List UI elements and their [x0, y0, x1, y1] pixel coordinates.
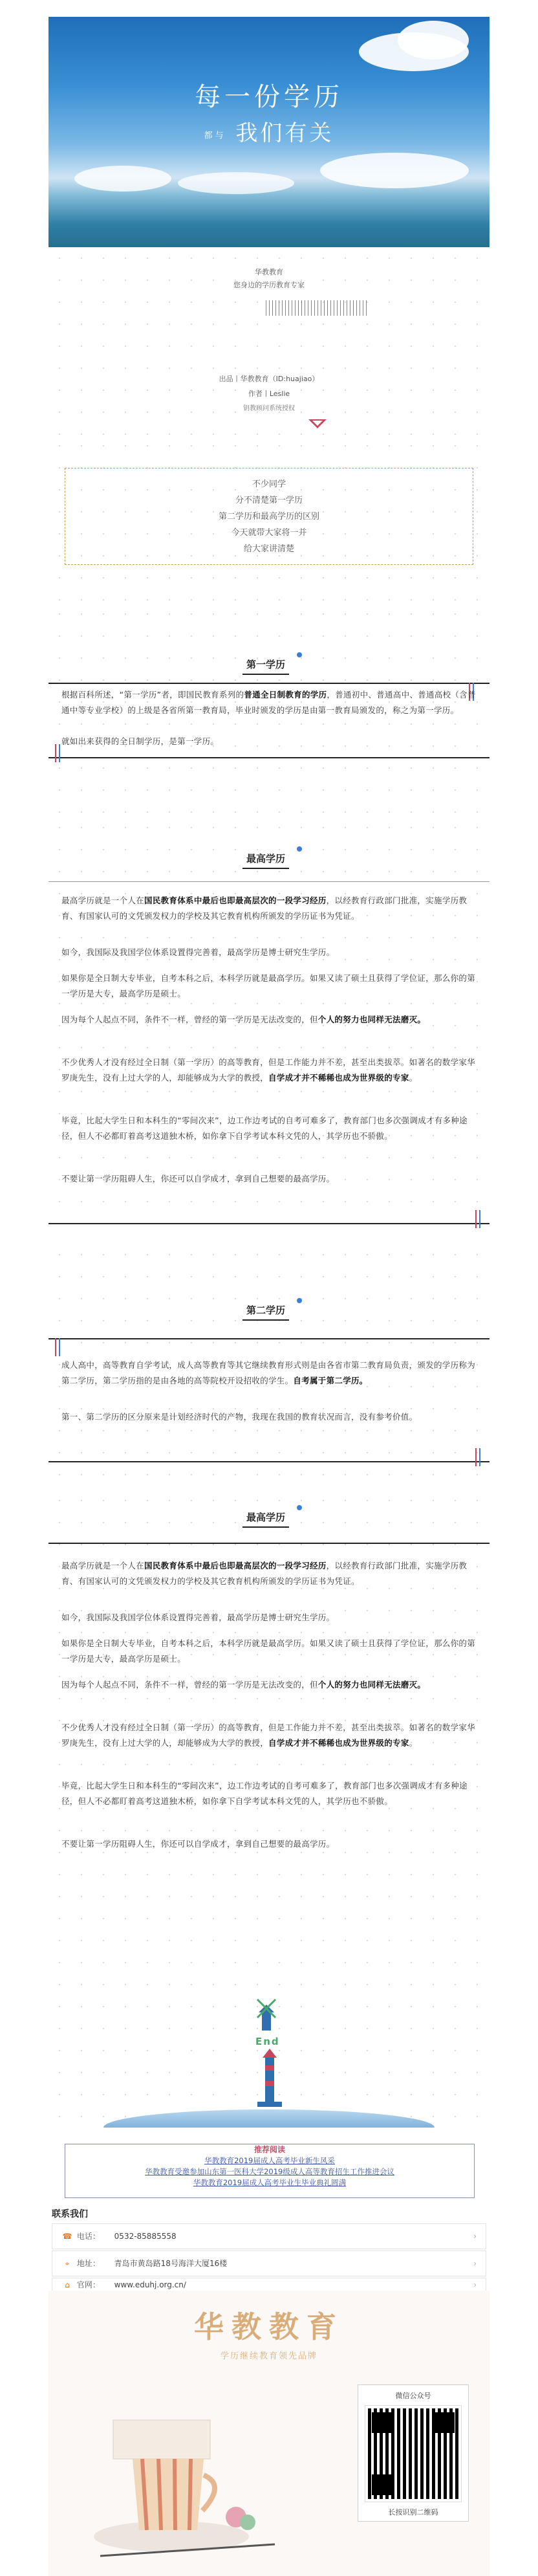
section-highest-repeat-header — [48, 1500, 490, 1532]
chevron-right-icon: › — [473, 2280, 477, 2289]
chevron-right-icon: › — [473, 2232, 477, 2241]
end-graphic — [103, 1993, 435, 2129]
paragraph: 毕竟，比起大学生日和本科生的“零间次来”，边工作边考试的自考可难多了，教育部门也多次强调成才有多种途径，但人不必都盯着高考这道独木桥，如你拿下自学考试本科文凭的人，其学历也不骄傲。 — [61, 1781, 468, 1806]
paragraph: 毕竟，比起大学生日和本科生的“零间次来”，边工作边考试的自考可难多了，教育部门也多次强调成才有多种途径，但人不必都盯着高考这道独木桥，如你拿下自学考试本科文凭的人，其学历也不骄傲。 — [61, 1116, 468, 1141]
poem-box — [65, 468, 473, 565]
paragraph: 成人高中，高等教育自学考试，成人高等教育等其它继续教育形式则是由各省市第二教育局负责，颁发的学历称为第二学历，第二学历指的是由各地的高等院校开设招收的学生。自考属于第二学历。 — [61, 1360, 476, 1385]
qr-code-card — [358, 2384, 469, 2522]
paragraph: 根据百科所述，“第一学历”者，即国民教育系列的普通全日制教育的学历，普通初中、普通高中、普通高校（含普通中等专业学校）的上级是各省所第一教育局，毕业时颁发的学历是由第一教育局颁发的，称之为第一学历。 — [61, 690, 476, 715]
poem-line: 给大家讲清楚 — [243, 544, 294, 554]
section-highest-title: 最高学历 — [242, 849, 289, 869]
poem-line: 今天就带大家将一并 — [231, 528, 307, 538]
paragraph: 就如出来获得的全日制学历，是第一学历。 — [61, 736, 219, 746]
corner-mark — [55, 744, 56, 762]
contact-label: 电话： — [76, 2232, 100, 2241]
paragraph: 最高学历就是一个人在国民教育体系中最后也即最高层次的一段学习经历，以经教育行政部门批准，实施学历教育、有国家认可的文凭颁发权力的学校及其它教育机构所颁发的学历证书为凭证。 — [61, 896, 468, 921]
cup-illustration — [87, 2394, 281, 2562]
section-first — [48, 647, 490, 802]
section-highest — [48, 841, 490, 1229]
qr-caption: 长按识别二维码 — [388, 2508, 438, 2516]
brand-footer — [48, 2291, 490, 2576]
corner-mark — [475, 1210, 477, 1228]
phone-icon: ☎ — [62, 2232, 72, 2241]
section-highest-header — [48, 841, 490, 874]
paragraph: 如今，我国际及我国学位体系设置得完善着，最高学历是博士研究生学历。 — [61, 1613, 335, 1622]
corner-mark — [479, 1210, 480, 1228]
recommended-title: 推荐阅读 — [249, 2144, 290, 2155]
poem-line: 分不清楚第一学历 — [235, 496, 303, 505]
hero-subtitle-small: 都与 — [204, 131, 226, 141]
section-highest-repeat-title: 最高学历 — [242, 1508, 289, 1528]
credit-line: 出品丨华教教育（ID:huajiao） — [219, 375, 319, 383]
hero-subtitle — [48, 115, 490, 147]
contact-phone[interactable] — [52, 2223, 486, 2249]
paragraph: 因为每个人起点不同，条件不一样，曾经的第一学历是无法改变的，但个人的努力也同样无法磨灭。 — [61, 1680, 426, 1690]
author-line: 作者丨Leslie — [248, 390, 290, 398]
paragraph: 如果你是全日制大专毕业，自考本科之后，本科学历就是最高学历。如果又读了硕士且获得了学位证，那么你的第一学历是大专，最高学历是硕士。 — [61, 973, 476, 998]
paragraph: 如今，我国际及我国学位体系设置得完善着，最高学历是博士研究生学历。 — [61, 947, 335, 957]
paragraph: 不少优秀人才没有经过全日制（第一学历）的高等教育，但是工作能力并不差，甚至出类拔萃。如著名的数学家华罗庚先生，没有上过大学的人，却能够成为大学的教授，自学成才并不稀稀也成为世界级的专家。 — [61, 1723, 476, 1748]
chevron-right-icon: › — [473, 2259, 477, 2268]
section-first-header — [48, 647, 490, 679]
recommended-link[interactable]: 华教教育2019届成人高考毕业新生风采 — [204, 2156, 335, 2165]
section-highest-repeat — [48, 1500, 490, 1914]
end-illustration — [103, 1993, 435, 2129]
paragraph: 最高学历就是一个人在国民教育体系中最后也即最高层次的一段学习经历，以经教育行政部门批准，实施学历教育、有国家认可的文凭颁发权力的学校及其它教育机构所颁发的学历证书为凭证。 — [61, 1561, 468, 1586]
divider — [48, 683, 490, 684]
editor-line: 钥教顾问系统授权 — [243, 405, 295, 412]
corner-mark — [55, 1338, 56, 1356]
divider — [48, 1543, 490, 1544]
hero-banner — [48, 17, 490, 247]
contact-website[interactable] — [52, 2278, 486, 2292]
divider — [48, 1338, 490, 1339]
poem-line: 不少同学 — [252, 479, 286, 489]
section-second-title: 第二学历 — [242, 1301, 289, 1321]
contact-value: www.eduhj.org.cn/ — [114, 2280, 186, 2289]
end-label: End — [255, 2036, 280, 2047]
accent-dot — [297, 1298, 302, 1303]
paragraph: 第一、第二学历的区分原来是计划经济时代的产物，我现在我国的教育状况而言，没有参考价值。 — [61, 1412, 418, 1422]
accent-dot — [297, 652, 302, 657]
corner-mark — [479, 1448, 480, 1466]
recommended-reading — [65, 2144, 475, 2198]
hero-subtitle-main: 我们有关 — [235, 120, 334, 146]
contact-label: 地址： — [76, 2259, 100, 2268]
corner-mark — [59, 744, 60, 762]
org-tagline: 您身边的学历教育专家 — [233, 281, 305, 289]
corner-mark — [59, 1338, 60, 1356]
contact-title: 联系我们 — [52, 2209, 88, 2219]
contact-label: 官网： — [76, 2280, 100, 2289]
paragraph: 不要让第一学历阻碍人生，你还可以自学成才，拿到自己想要的最高学历。 — [61, 1839, 335, 1849]
brand-slogan: 学历继续教育领先品牌 — [220, 2351, 317, 2361]
triangle-ornament — [308, 419, 327, 428]
section-second — [48, 1293, 490, 1487]
paragraph: 如果你是全日制大专毕业，自考本科之后，本科学历就是最高学历。如果又读了硕士且获得了学位证，那么你的第一学历是大专，最高学历是硕士。 — [61, 1638, 476, 1664]
section-first-title: 第一学历 — [242, 655, 289, 675]
divider — [48, 1461, 490, 1462]
paragraph: 因为每个人起点不同，条件不一样，曾经的第一学历是无法改变的，但个人的努力也同样无法磨灭。 — [61, 1015, 426, 1024]
qr-code[interactable] — [365, 2406, 461, 2502]
recommended-link[interactable]: 华教教育受邀参加山东第一医科大学2019级成人高等教育招生工作推进会议 — [145, 2167, 394, 2176]
divider — [48, 757, 490, 758]
contact-value: 0532-85885558 — [114, 2232, 177, 2241]
qr-title: 微信公众号 — [395, 2392, 431, 2400]
windmill-icon — [257, 1999, 275, 2031]
brand-name: 华教教育 — [194, 2309, 344, 2344]
section-second-header — [48, 1293, 490, 1325]
contact-address[interactable] — [52, 2251, 486, 2276]
hero-title: 每一份学历 — [195, 82, 343, 112]
divider-barcode — [266, 300, 369, 316]
intro-block — [48, 247, 490, 435]
divider — [48, 1223, 490, 1224]
divider — [48, 881, 490, 882]
paragraph: 不少优秀人才没有经过全日制（第一学历）的高等教育，但是工作能力并不差，甚至出类拔萃。如著名的数学家华罗庚先生，没有上过大学的人，却能够成为大学的教授，自学成才并不稀稀也成为世界级的专家。 — [61, 1057, 476, 1083]
poem-line: 第二学历和最高学历的区别 — [218, 512, 319, 522]
accent-dot — [297, 1505, 302, 1510]
location-icon: ⌖ — [65, 2259, 70, 2268]
recommended-link[interactable]: 华教教育2019届成人高考毕业生毕业典礼圆满 — [193, 2178, 347, 2187]
corner-mark — [475, 1448, 477, 1466]
contact-value: 青岛市黄岛路18号海洋大厦16楼 — [114, 2259, 228, 2268]
lighthouse-icon — [257, 2049, 282, 2107]
paragraph: 不要让第一学历阻碍人生，你还可以自学成才，拿到自己想要的最高学历。 — [61, 1174, 335, 1183]
accent-dot — [297, 846, 302, 852]
home-icon: ⌂ — [65, 2280, 70, 2289]
org-name: 华教教育 — [255, 268, 283, 276]
